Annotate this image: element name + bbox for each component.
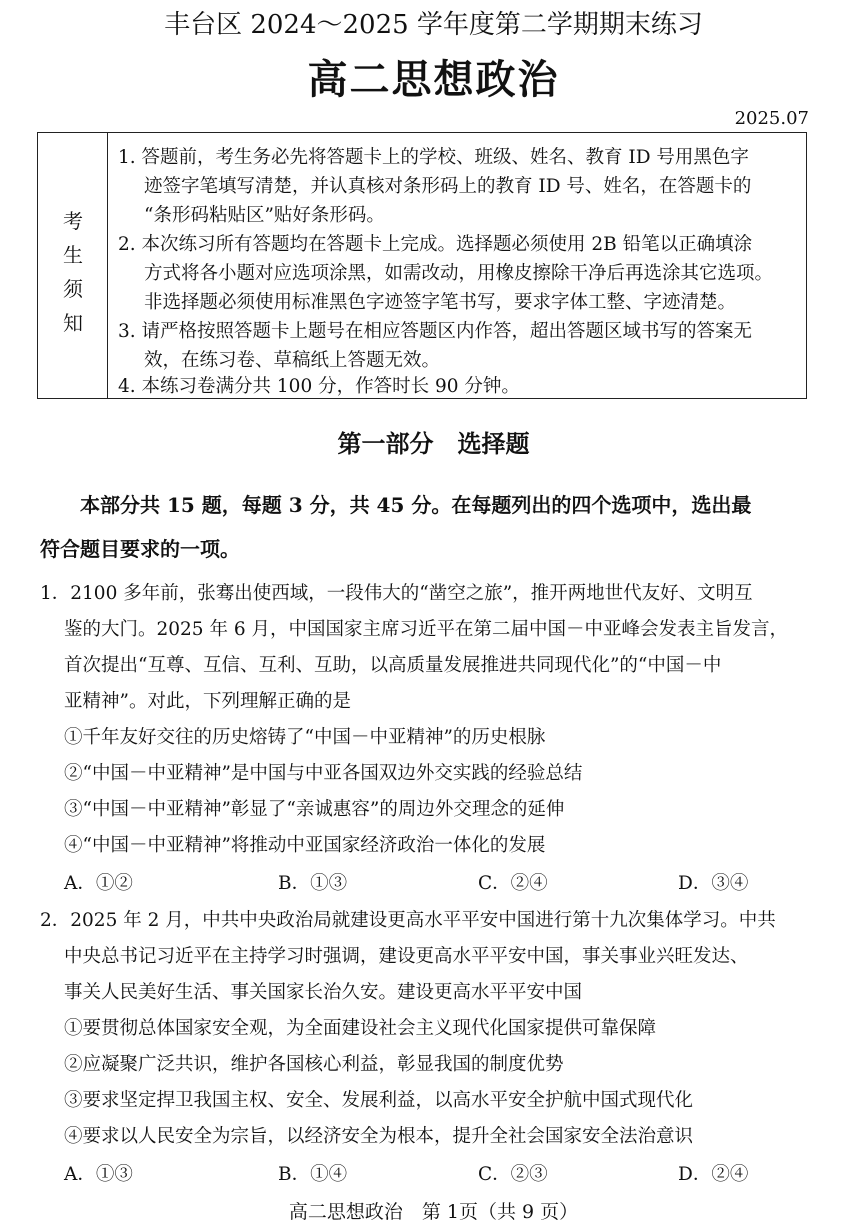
notice-line: 迹签字笔填写清楚，并认真核对条形码上的教育 ID 号、姓名，在答题卡的 bbox=[144, 176, 752, 197]
notice-label bbox=[38, 133, 108, 398]
section-heading: 第一部分 选择题 bbox=[337, 429, 530, 458]
notice-line: 2. 本次练习所有答题均在答题卡上完成。选择题必须使用 2B 铅笔以正确填涂 bbox=[118, 234, 753, 255]
question-1-statement: ①千年友好交往的历史熔铸了“中国－中亚精神”的历史根脉 bbox=[64, 727, 546, 748]
question-2-option-d[interactable]: D．②④ bbox=[678, 1164, 749, 1185]
question-2-statement: ①要贯彻总体国家安全观，为全面建设社会主义现代化国家提供可靠保障 bbox=[64, 1018, 657, 1039]
subject-title: 高二思想政治 bbox=[307, 56, 560, 103]
notice-label-char: 须 bbox=[63, 277, 83, 301]
question-2-line: 2．2025 年 2 月，中共中央政治局就建设更高水平平安中国进行第十九次集体学习。中共 bbox=[40, 910, 776, 931]
notice-label-char: 考 bbox=[63, 209, 83, 233]
notice-label-char: 生 bbox=[63, 243, 83, 267]
notice-line: 效，在练习卷、草稿纸上答题无效。 bbox=[144, 350, 441, 371]
question-1-option-d[interactable]: D．③④ bbox=[678, 873, 749, 894]
question-1-line: 亚精神”。对此，下列理解正确的是 bbox=[64, 691, 351, 712]
notice-line: 1. 答题前，考生务必先将答题卡上的学校、班级、姓名、教育 ID 号用黑色字 bbox=[118, 147, 749, 168]
question-1-line: 首次提出“互尊、互信、互利、互助，以高质量发展推进共同现代化”的“中国－中 bbox=[64, 655, 722, 676]
notice-line: 4. 本练习卷满分共 100 分，作答时长 90 分钟。 bbox=[118, 376, 520, 397]
question-2-option-a[interactable]: A．①③ bbox=[64, 1164, 133, 1185]
notice-line: 方式将各小题对应选项涂黑，如需改动，用橡皮擦除干净后再选涂其它选项。 bbox=[144, 263, 774, 284]
notice-line: 非选择题必须使用标准黑色字迹签字笔书写，要求字体工整、字迹清楚。 bbox=[144, 292, 737, 313]
exam-date: 2025.07 bbox=[734, 108, 809, 129]
notice-line: 3. 请严格按照答题卡上题号在相应答题区内作答，超出答题区域书写的答案无 bbox=[118, 321, 753, 342]
notice-label-char: 知 bbox=[63, 311, 83, 335]
notice-box bbox=[37, 132, 807, 399]
page-footer: 高二思想政治 第 1页（共 9 页） bbox=[288, 1201, 579, 1223]
notice-line: “条形码粘贴区”贴好条形码。 bbox=[144, 205, 385, 226]
question-2-statement: ②应凝聚广泛共识，维护各国核心利益，彰显我国的制度优势 bbox=[64, 1054, 564, 1075]
question-2-option-b[interactable]: B．①④ bbox=[278, 1164, 348, 1185]
section-intro-line: 符合题目要求的一项。 bbox=[40, 537, 240, 561]
question-2-option-c[interactable]: C．②③ bbox=[478, 1164, 548, 1185]
exam-title: 丰台区 2024～2025 学年度第二学期期末练习 bbox=[164, 10, 703, 40]
question-1-option-c[interactable]: C．②④ bbox=[478, 873, 548, 894]
question-1-option-a[interactable]: A．①② bbox=[64, 873, 133, 894]
question-1-line: 1．2100 多年前，张骞出使西域，一段伟大的“凿空之旅”，推开两地世代友好、文明互 bbox=[40, 583, 753, 604]
question-1-statement: ④“中国－中亚精神”将推动中亚国家经济政治一体化的发展 bbox=[64, 835, 546, 856]
question-1-statement: ③“中国－中亚精神”彰显了“亲诚惠容”的周边外交理念的延伸 bbox=[64, 799, 565, 820]
question-2-statement: ④要求以人民安全为宗旨，以经济安全为根本，提升全社会国家安全法治意识 bbox=[64, 1126, 694, 1147]
question-2-statement: ③要求坚定捍卫我国主权、安全、发展利益，以高水平安全护航中国式现代化 bbox=[64, 1090, 694, 1111]
question-1-statement: ②“中国－中亚精神”是中国与中亚各国双边外交实践的经验总结 bbox=[64, 763, 583, 784]
question-2-line: 中央总书记习近平在主持学习时强调，建设更高水平平安中国，事关事业兴旺发达、 bbox=[64, 946, 749, 967]
question-1-option-b[interactable]: B．①③ bbox=[278, 873, 348, 894]
question-1-line: 鉴的大门。2025 年 6 月，中国国家主席习近平在第二届中国－中亚峰会发表主旨发言， bbox=[64, 619, 788, 640]
section-intro-line: 本部分共 15 题，每题 3 分，共 45 分。在每题列出的四个选项中，选出最 bbox=[80, 493, 752, 517]
question-2-line: 事关人民美好生活、事关国家长治久安。建设更高水平平安中国 bbox=[64, 982, 583, 1003]
